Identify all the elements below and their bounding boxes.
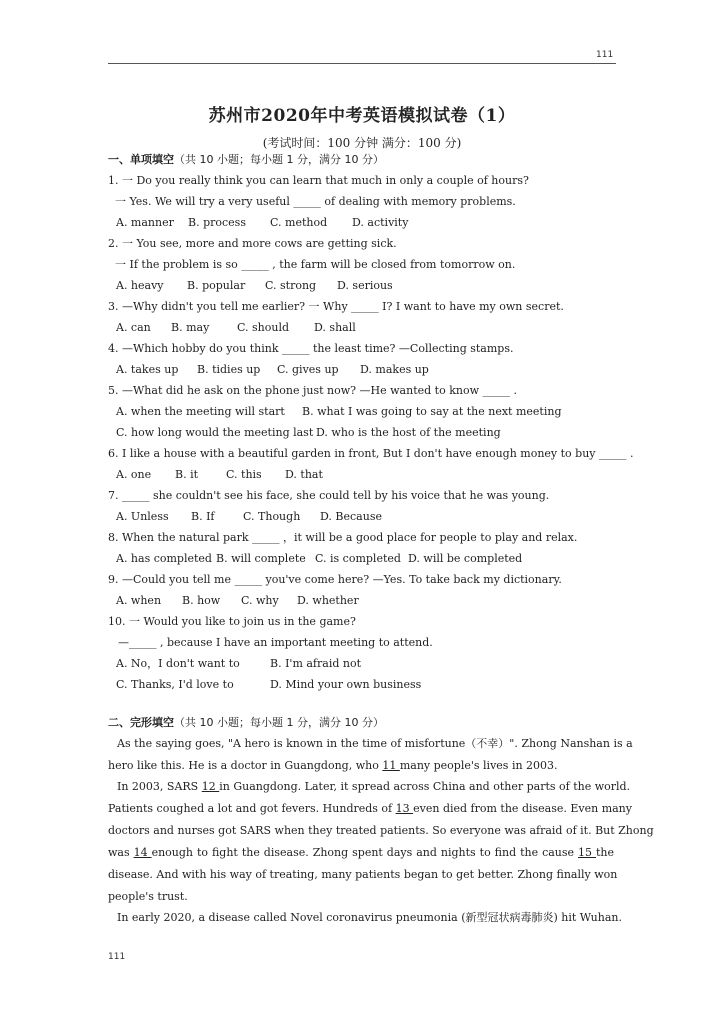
q6-option-d: D. that <box>285 468 323 481</box>
q3-option-d: D. shall <box>314 321 356 334</box>
q10-options-row2 <box>116 678 421 692</box>
q8-options <box>116 552 522 566</box>
q1-stem: 1. 一 Do you really think you can learn that much in only a couple of hours? <box>108 174 529 187</box>
q8-option-d: D. will be completed <box>408 552 523 565</box>
blank-12: 12 <box>201 780 220 793</box>
q3-option-c: C. should <box>237 321 290 334</box>
q3-stem: 3. —Why didn't you tell me earlier? 一 Why _____ I? I want to have my own secret. <box>108 300 564 313</box>
q9-option-d: D. whether <box>297 594 359 607</box>
exam-info: (考试时间：100 分钟 满分：100 分) <box>262 136 462 150</box>
q1-option-b: B. process <box>188 216 246 229</box>
blank-15: 15 <box>578 846 596 859</box>
section2-heading: 二、完形填空（共 10 小题；每小题 1 分，满分 10 分） <box>108 716 384 729</box>
q6-option-c: C. this <box>226 468 262 481</box>
passage-line-4: Patients coughed a lot and got fevers. Hundreds of 13 even died from the disease. Even many <box>108 802 632 815</box>
q9-options <box>116 594 359 608</box>
passage-line-3: In 2003, SARS 12 in Guangdong. Later, it spread across China and other parts of the world. <box>117 780 631 793</box>
passage-line-7: disease. And with his way of treating, many patients began to get better. Zhong finally won <box>108 868 618 881</box>
q3-option-b: B. may <box>171 321 210 334</box>
passage-line-2: hero like this. He is a doctor in Guangdong, who 11 many people's lives in 2003. <box>108 759 558 772</box>
q6-options <box>116 468 323 482</box>
q4-option-c: C. gives up <box>277 363 339 376</box>
q3-options <box>116 321 356 335</box>
q9-option-b: B. how <box>182 594 221 607</box>
q5-option-a: A. when the meeting will start <box>116 405 285 418</box>
page-title: 苏州市2020年中考英语模拟试卷（1） <box>208 106 516 126</box>
section1-heading: 一、单项填空（共 10 小题；每小题 1 分，满分 10 分） <box>108 153 384 166</box>
q8-stem: 8. When the natural park _____ ，it will be a good place for people to play and relax. <box>108 531 578 544</box>
q5-options-row2 <box>116 426 501 440</box>
q2-option-d: D. serious <box>337 279 393 292</box>
q4-stem: 4. —Which hobby do you think _____ the least time? —Collecting stamps. <box>108 342 514 355</box>
q4-options <box>116 363 429 377</box>
q6-option-a: A. one <box>116 468 152 481</box>
q5-option-c: C. how long would the meeting last <box>116 426 314 439</box>
q1-option-c: C. method <box>270 216 328 229</box>
blank-11: 11 <box>382 759 400 772</box>
q10-options-row1 <box>116 657 361 671</box>
q7-options <box>116 510 382 524</box>
q10-option-d: D. Mind your own business <box>270 678 422 691</box>
q7-option-d: D. Because <box>320 510 382 523</box>
q4-option-d: D. makes up <box>360 363 429 376</box>
passage-line-8: people's trust. <box>108 890 188 903</box>
q2-option-a: A. heavy <box>116 279 164 292</box>
q3-option-a: A. can <box>116 321 151 334</box>
passage-line-6: was 14 enough to fight the disease. Zhong spent days and nights to find the cause 15 the <box>108 846 614 859</box>
q8-option-c: C. is completed <box>315 552 401 565</box>
q2-option-b: B. popular <box>187 279 246 292</box>
passage-line-5: doctors and nurses got SARS when they treated patients. So everyone was afraid of it. But Zhong <box>108 824 654 837</box>
q10-option-c: C. Thanks, I'd love to <box>116 678 234 691</box>
q7-option-b: B. If <box>191 510 215 523</box>
q5-option-b: B. what I was going to say at the next meeting <box>302 405 562 418</box>
q6-option-b: B. it <box>175 468 199 481</box>
q2-stem: 2. 一 You see, more and more cows are getting sick. <box>108 237 397 250</box>
q9-option-c: C. why <box>241 594 279 607</box>
passage-line-1: As the saying goes, "A hero is known in the time of misfortune（不幸）". Zhong Nanshan is a <box>117 737 633 750</box>
q5-option-d: D. who is the host of the meeting <box>316 426 501 439</box>
q4-option-b: B. tidies up <box>197 363 261 376</box>
q9-option-a: A. when <box>116 594 162 607</box>
page-number-bottom: 111 <box>108 952 126 962</box>
q10-option-a: A. No，I don't want to <box>116 657 240 670</box>
blank-13: 13 <box>395 802 414 815</box>
q10-stem: 10. 一 Would you like to join us in the game? <box>108 615 356 628</box>
q1-option-a: A. manner <box>116 216 174 229</box>
q1-option-d: D. activity <box>352 216 409 229</box>
q10-stem2: —_____ , because I have an important meeting to attend. <box>118 636 433 649</box>
q9-stem: 9. —Could you tell me _____ you've come here? —Yes. To take back my dictionary. <box>108 573 562 586</box>
q2-option-c: C. strong <box>265 279 317 292</box>
q5-stem: 5. —What did he ask on the phone just now? —He wanted to know _____ . <box>108 384 517 397</box>
q5-options-row1 <box>116 405 561 419</box>
header-rule <box>108 63 616 64</box>
q7-option-c: C. Though <box>243 510 301 523</box>
q1-stem2: 一 Yes. We will try a very useful _____ of dealing with memory problems. <box>115 195 516 208</box>
passage-line-9: In early 2020, a disease called Novel coronavirus pneumonia (新型冠状病毒肺炎) hit Wuhan. <box>117 911 622 924</box>
q7-stem: 7. _____ she couldn't see his face, she could tell by his voice that he was young. <box>108 489 550 502</box>
page-number-top: 111 <box>596 50 614 60</box>
q1-options <box>116 216 408 230</box>
q8-option-b: B. will complete <box>216 552 306 565</box>
q8-option-a: A. has completed <box>116 552 212 565</box>
q10-option-b: B. I'm afraid not <box>270 657 362 670</box>
q7-option-a: A. Unless <box>116 510 169 523</box>
q2-options <box>116 279 393 293</box>
q6-stem: 6. I like a house with a beautiful garden in front, But I don't have enough money to buy _____ . <box>108 447 634 460</box>
blank-14: 14 <box>133 846 152 859</box>
q2-stem2: 一 If the problem is so _____ , the farm will be closed from tomorrow on. <box>115 258 516 271</box>
q4-option-a: A. takes up <box>116 363 179 376</box>
